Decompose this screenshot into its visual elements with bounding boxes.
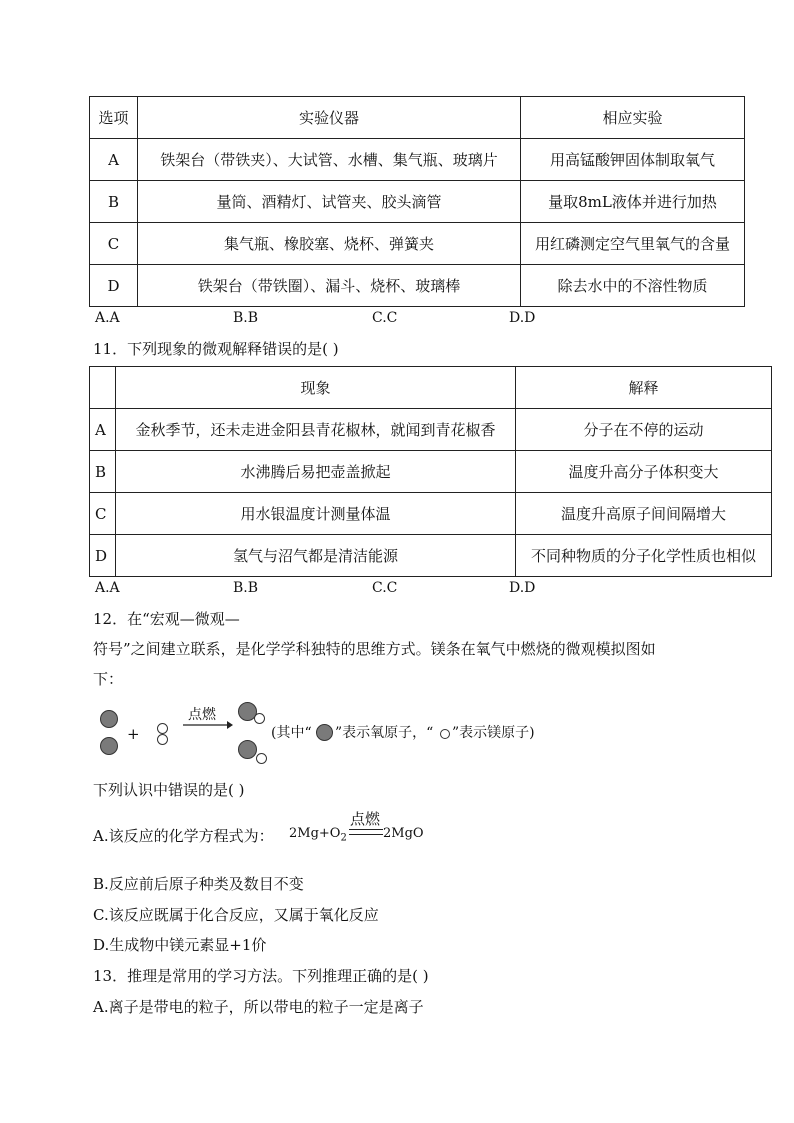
option-b[interactable]: B.B bbox=[233, 310, 259, 326]
oxygen-atom-icon bbox=[238, 740, 257, 759]
table-header-cell: 相应实验 bbox=[521, 97, 745, 139]
table-cell: 用高锰酸钾固体制取氧气 bbox=[521, 139, 745, 181]
q10-options bbox=[95, 310, 595, 328]
magnesium-legend-icon bbox=[440, 729, 450, 739]
table-cell: C bbox=[90, 223, 138, 265]
option-b[interactable]: B.B bbox=[233, 580, 259, 596]
q12-option-b[interactable]: B.反应前后原子种类及数目不变 bbox=[93, 875, 304, 893]
table-cell: C bbox=[90, 493, 116, 535]
table-cell: B bbox=[90, 451, 116, 493]
equation-left: $2Mg+O_2$ bbox=[289, 826, 347, 844]
equation-right: 2MgO bbox=[383, 826, 424, 841]
table-cell: 用水银温度计测量体温 bbox=[116, 493, 516, 535]
oxygen-legend-icon bbox=[316, 724, 333, 741]
table-cell: 铁架台（带铁圈）、漏斗、烧杯、玻璃棒 bbox=[138, 265, 521, 307]
table-header-cell: 现象 bbox=[116, 367, 516, 409]
q11-options bbox=[95, 580, 595, 598]
q12-option-d[interactable]: D.生成物中镁元素显+1价 bbox=[93, 936, 267, 954]
table-cell: A bbox=[90, 409, 116, 451]
table-row bbox=[90, 409, 772, 451]
option-d[interactable]: D.D bbox=[509, 310, 536, 326]
option-d[interactable]: D.D bbox=[509, 580, 536, 596]
option-c[interactable]: C.C bbox=[372, 580, 398, 596]
q11-stem: 11．下列现象的微观解释错误的是( ) bbox=[93, 340, 339, 358]
table-row bbox=[90, 139, 745, 181]
option-a-text: A.该反应的化学方程式为： bbox=[93, 827, 274, 845]
table-cell: 温度升高分子体积变大 bbox=[516, 451, 772, 493]
table-cell: 集气瓶、橡胶塞、烧杯、弹簧夹 bbox=[138, 223, 521, 265]
table-cell: D bbox=[90, 265, 138, 307]
table-cell: B bbox=[90, 181, 138, 223]
table-cell: 用红磷测定空气里氧气的含量 bbox=[521, 223, 745, 265]
table-header-row bbox=[90, 97, 745, 139]
table-cell: 温度升高原子间间隔增大 bbox=[516, 493, 772, 535]
magnesium-atom-icon bbox=[254, 713, 265, 724]
table-cell: 铁架台（带铁夹）、大试管、水槽、集气瓶、玻璃片 bbox=[138, 139, 521, 181]
q12-option-c[interactable]: C.该反应既属于化合反应，又属于氧化反应 bbox=[93, 906, 379, 924]
q12-stem-line1: 12．在“宏观—微观— bbox=[93, 610, 240, 628]
oxygen-atom-icon bbox=[100, 710, 118, 728]
legend-mid: ”表示氧原子，“ bbox=[335, 725, 434, 741]
table-cell: 水沸腾后易把壶盖掀起 bbox=[116, 451, 516, 493]
legend-suffix: ”表示镁原子) bbox=[452, 725, 535, 741]
reaction-diagram bbox=[95, 700, 555, 770]
table-row bbox=[90, 265, 745, 307]
option-c[interactable]: C.C bbox=[372, 310, 398, 326]
table-cell: 量筒、酒精灯、试管夹、胶头滴管 bbox=[138, 181, 521, 223]
table-header-cell: 选项 bbox=[90, 97, 138, 139]
table-cell: 分子在不停的运动 bbox=[516, 409, 772, 451]
table-header-cell: 实验仪器 bbox=[138, 97, 521, 139]
equation-sign bbox=[349, 829, 383, 835]
table-header-row bbox=[90, 367, 772, 409]
q13-option-a[interactable]: A.离子是带电的粒子，所以带电的粒子一定是离子 bbox=[93, 998, 424, 1016]
magnesium-atom-icon bbox=[256, 753, 267, 764]
q11-table bbox=[89, 366, 772, 577]
table-row bbox=[90, 535, 772, 577]
magnesium-atom-icon bbox=[157, 723, 168, 734]
legend-prefix: (其中“ bbox=[271, 725, 312, 741]
table-header-cell bbox=[90, 367, 116, 409]
option-a[interactable]: A.A bbox=[95, 310, 120, 326]
equation-condition: 点燃 bbox=[350, 810, 381, 828]
q12-stem-line3: 下： bbox=[93, 670, 124, 688]
table-cell: 量取8mL液体并进行加热 bbox=[521, 181, 745, 223]
table-row bbox=[90, 223, 745, 265]
table-cell: A bbox=[90, 139, 138, 181]
q12-option-a[interactable] bbox=[93, 808, 493, 848]
table-cell: D bbox=[90, 535, 116, 577]
table-cell: 不同种物质的分子化学性质也相似 bbox=[516, 535, 772, 577]
q12-question: 下列认识中错误的是( ) bbox=[93, 781, 245, 799]
table-row bbox=[90, 181, 745, 223]
plus-sign: + bbox=[127, 725, 140, 743]
option-a[interactable]: A.A bbox=[95, 580, 120, 596]
table-header-cell: 解释 bbox=[516, 367, 772, 409]
table-cell: 氢气与沼气都是清洁能源 bbox=[116, 535, 516, 577]
arrow-icon bbox=[183, 720, 233, 730]
q13-stem: 13．推理是常用的学习方法。下列推理正确的是( ) bbox=[93, 967, 429, 985]
table-row bbox=[90, 451, 772, 493]
table-cell: 除去水中的不溶性物质 bbox=[521, 265, 745, 307]
q12-stem-line2: 符号”之间建立联系，是化学学科独特的思维方式。镁条在氧气中燃烧的微观模拟图如 bbox=[93, 640, 656, 658]
table-row bbox=[90, 493, 772, 535]
arrow-label: 点燃 bbox=[188, 707, 216, 723]
table-cell: 金秋季节，还未走进金阳县青花椒林，就闻到青花椒香 bbox=[116, 409, 516, 451]
magnesium-atom-icon bbox=[157, 734, 168, 745]
oxygen-atom-icon bbox=[100, 737, 118, 755]
q10-table bbox=[89, 96, 745, 307]
